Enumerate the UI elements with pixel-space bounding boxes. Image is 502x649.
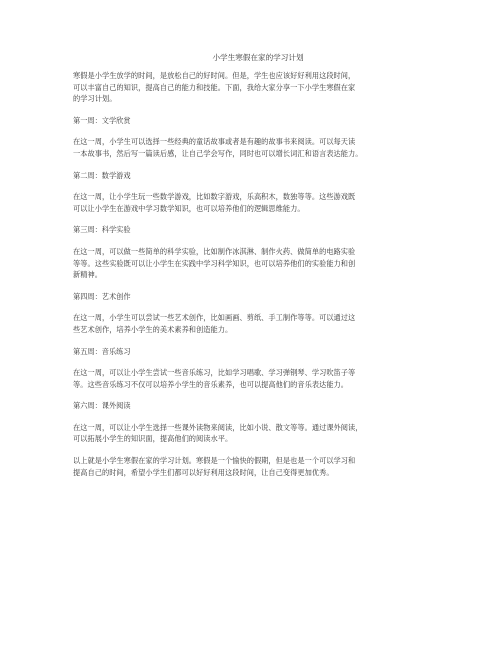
intro-line: 的学习计划。	[73, 94, 117, 104]
section-heading-week-6: 第六周：课外阅读	[73, 401, 131, 411]
closing-paragraph	[73, 455, 443, 478]
section-heading-week-1: 第一周：文学欣赏	[73, 115, 131, 125]
body-line: 在这一周，可以做一些简单的科学实验，比如制作冰淇淋、制作火药、做简单的电路实验	[73, 246, 356, 256]
intro-paragraph	[73, 70, 443, 105]
body-line: 新精神。	[73, 270, 102, 280]
body-line: 在这一周，让小学生玩一些数学游戏，比如数字游戏，乐高积木，数独等等。这些游戏既	[73, 192, 356, 202]
section-heading-week-2: 第二周：数学游戏	[73, 170, 131, 180]
intro-line: 寒假是小学生放学的时间，是放松自己的好时间。但是，学生也应该好好利用这段时间，	[73, 71, 356, 80]
section-heading-week-3: 第三周：科学实验	[73, 225, 131, 235]
intro-line: 可以丰富自己的知识，提高自己的能力和技能。下面，我给大家分享一下小学生寒假在家	[73, 82, 356, 92]
body-line: 一本故事书，然后写一篇读后感，让自己学会写作，同时也可以增长词汇和语言表达能力。	[73, 148, 363, 158]
section-heading-week-5: 第五周：音乐练习	[73, 346, 131, 356]
section-body-week-5	[73, 367, 443, 390]
section-heading-week-4: 第四周：艺术创作	[73, 291, 131, 301]
document-page	[73, 52, 443, 478]
body-line: 等。这些音乐练习不仅可以培养小学生的音乐素养，也可以提高他们的音乐表达能力。	[73, 379, 349, 389]
body-line: 在这一周，小学生可以尝试一些艺术创作，比如画画、剪纸、手工制作等等。可以通过这	[73, 313, 356, 323]
body-line: 可以拓展小学生的知识面，提高他们的阅读水平。	[73, 434, 233, 444]
section-body-week-1	[73, 136, 443, 159]
section-body-week-4	[73, 312, 443, 335]
body-line: 些艺术创作，培养小学生的美术素养和创造能力。	[73, 324, 233, 334]
closing-line: 以上就是小学生寒假在家的学习计划。寒假是一个愉快的假期，但是也是一个可以学习和	[73, 456, 356, 466]
body-line: 可以让小学生在游戏中学习数学知识，也可以培养他们的逻辑思维能力。	[73, 203, 305, 213]
body-line: 在这一周，可以让小学生尝试一些音乐练习，比如学习唱歌、学习弹钢琴、学习吹笛子等	[73, 368, 356, 378]
document-title: 小学生寒假在家的学习计划	[212, 53, 304, 62]
section-body-week-3	[73, 246, 443, 281]
section-body-week-2	[73, 191, 443, 214]
closing-line: 提高自己的时间，希望小学生们都可以好好利用这段时间，让自己变得更加优秀。	[73, 467, 334, 477]
body-line: 等等。这些实验既可以让小学生在实践中学习科学知识，也可以培养他们的实验能力和创	[73, 258, 356, 268]
body-line: 在这一周，可以让小学生选择一些课外读物来阅读，比如小说、散文等等。通过课外阅读，	[73, 422, 363, 432]
body-line: 在这一周，小学生可以选择一些经典的童话故事或者是有趣的故事书来阅读。可以每天读	[73, 137, 356, 147]
section-body-week-6	[73, 422, 443, 445]
